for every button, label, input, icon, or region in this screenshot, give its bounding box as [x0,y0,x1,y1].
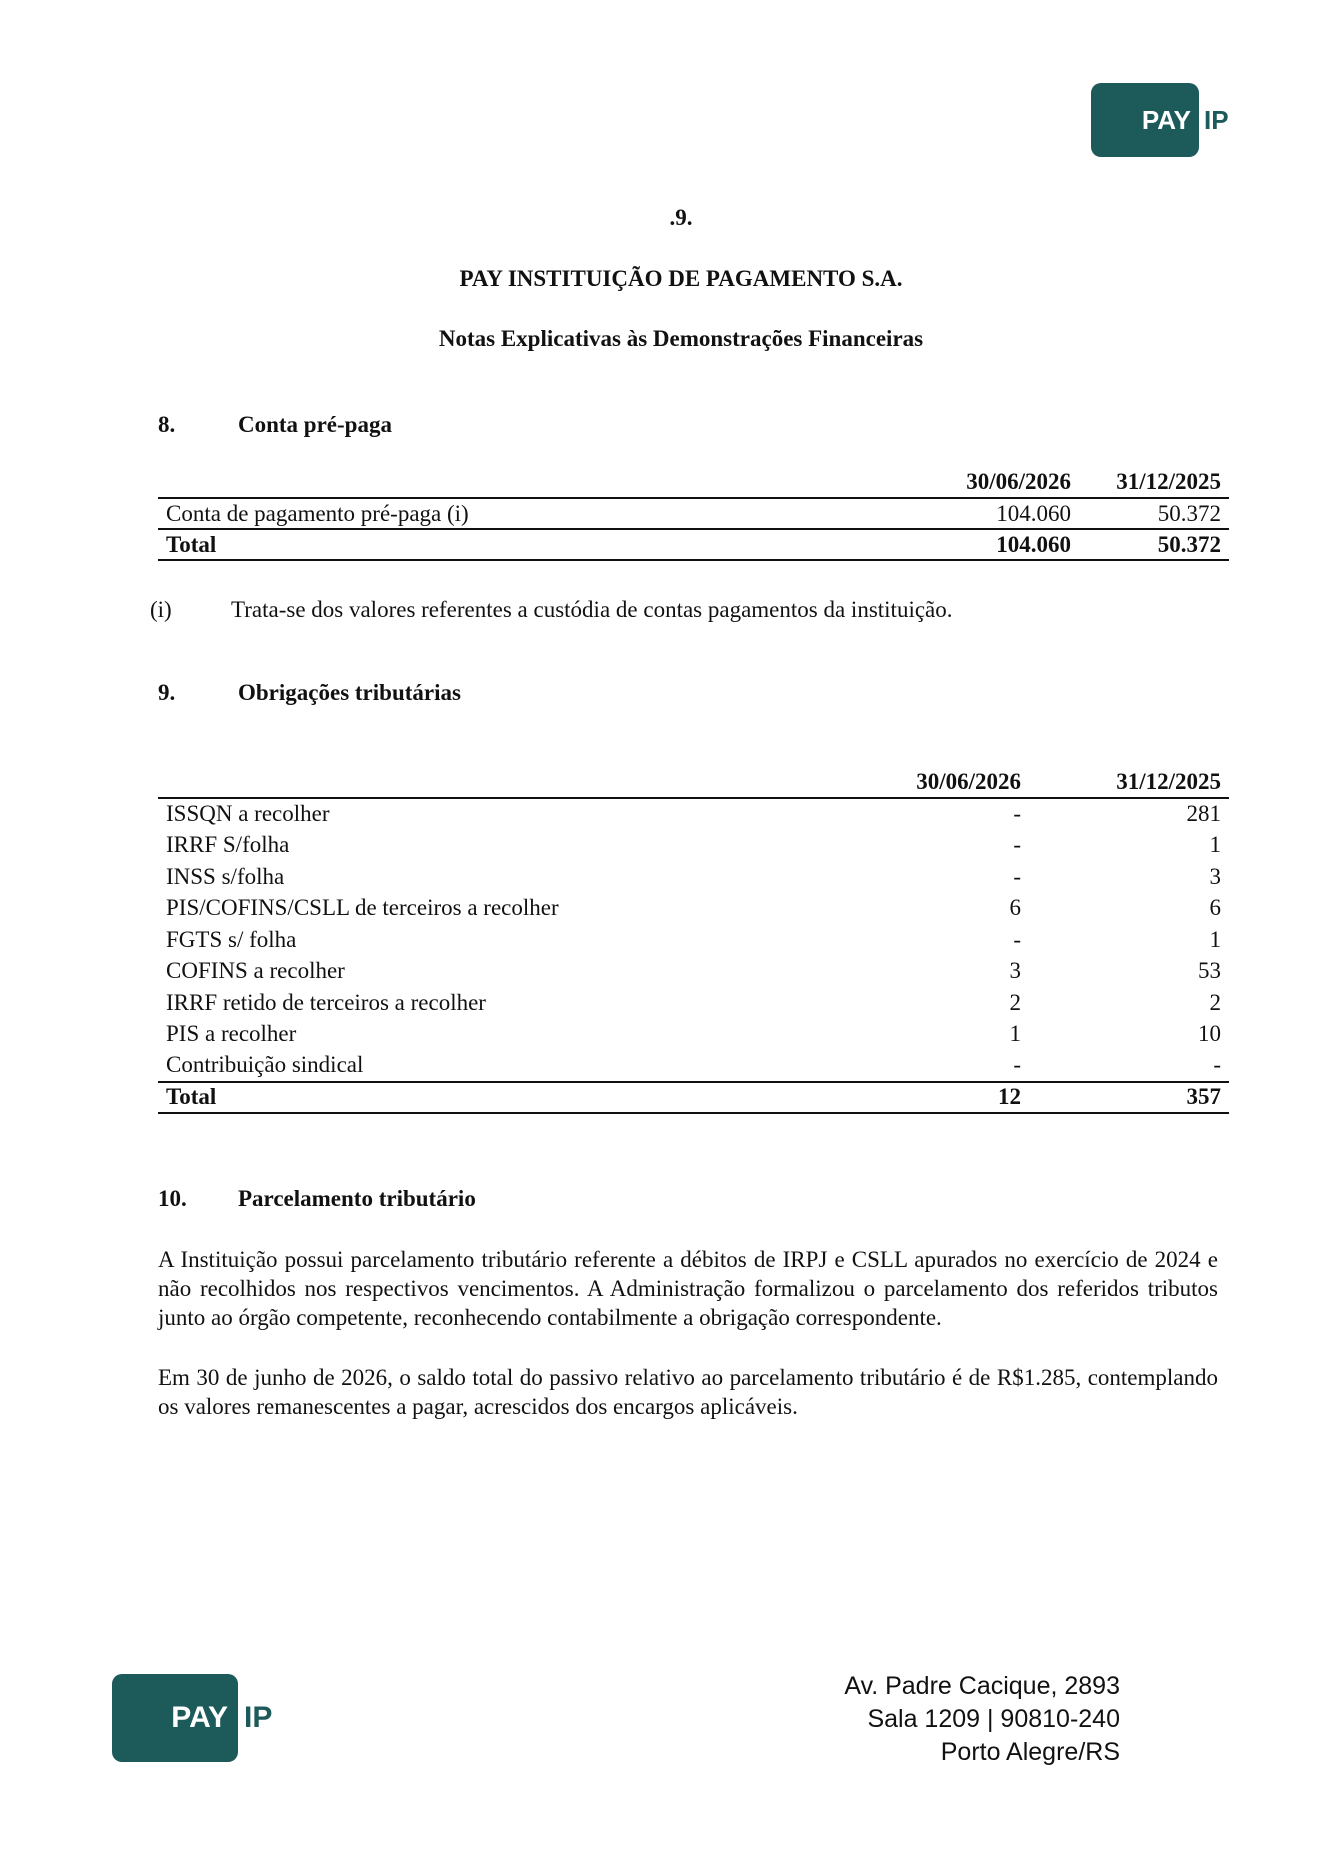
total-value-1: 104.060 [929,529,1079,560]
header-label [158,767,879,798]
footer-logo [112,1674,272,1762]
row-value-1: 2 [1009,989,1021,1015]
row-value-1: 1 [1009,1021,1021,1047]
row-value-2: 50.372 [1079,498,1229,529]
footnote-mark: (i) [150,597,172,622]
tax-obligations-table [158,767,1229,1114]
row-value-1: - [1013,801,1021,827]
table-header-row [158,767,1229,798]
table-total-row [158,529,1229,560]
section-title: Conta pré-paga [238,412,392,437]
row-value-1: 104.060 [929,498,1079,529]
section-number: 10. [158,1186,187,1211]
table-row [158,498,1229,529]
logo-box: PAY [1091,83,1199,157]
footnote-text: Trata-se dos valores referentes a custódia de contas pagamentos da instituição. [231,597,953,622]
row-label: COFINS a recolher [166,958,345,984]
row-label: PIS/COFINS/CSLL de terceiros a recolher [166,895,559,921]
table-row [158,830,1229,862]
paragraph: A Instituição possui parcelamento tributário referente a débitos de IRPJ e CSLL apurados no exercício de 2024 e não recolhidos nos respectivos vencimentos. A Administração formalizou o parcelamento dos referidos tributos junto ao órgão competente, reconhecendo contabilmente a obrigação correspondente. [158,1247,1218,1330]
row-value-1: 3 [1009,958,1021,984]
page-number: .9. [669,205,693,230]
footer-address [780,1670,1120,1769]
row-label: Conta de pagamento pré-paga (i) [158,498,929,529]
total-value-2: 357 [1029,1082,1229,1114]
row-label: Contribuição sindical [158,1050,879,1082]
total-value-1: 12 [879,1082,1029,1114]
table-row [158,924,1229,956]
row-value-2: 53 [1198,958,1221,984]
table-header-row [158,467,1229,498]
section-title: Obrigações tributárias [238,680,461,705]
address-line: Porto Alegre/RS [940,1738,1120,1766]
row-value-2: 6 [1209,895,1221,921]
table-row [158,1019,1229,1051]
footnote [150,597,953,623]
header-logo [1091,83,1229,157]
header-date-2: 31/12/2025 [1029,767,1229,798]
total-value-2: 50.372 [1079,529,1229,560]
table-row [158,1050,1229,1082]
row-label: INSS s/folha [166,863,285,889]
logo-suffix: IP [1204,104,1229,135]
row-label: FGTS s/ folha [166,926,297,952]
section-9-heading [158,680,461,706]
row-label: PIS a recolher [166,1021,297,1047]
row-value-1: - [879,1050,1029,1082]
address-line: Av. Padre Cacique, 2893 [844,1672,1120,1700]
row-value-1: 6 [1009,895,1021,921]
total-label: Total [158,529,929,560]
paragraph: Em 30 de junho de 2026, o saldo total do passivo relativo ao parcelamento tributário é de R$1.285, contemplando os valores remanescentes a pagar, acrescidos dos encargos aplicáveis. [158,1365,1218,1419]
section-number: 8. [158,412,176,437]
table-row [158,987,1229,1019]
company-name: PAY INSTITUIÇÃO DE PAGAMENTO S.A. [459,266,903,291]
row-label: IRRF S/folha [166,832,290,858]
logo-box: PAY [112,1674,238,1762]
section-10-heading [158,1186,476,1212]
row-value-2: 3 [1209,863,1221,889]
header-date-1: 30/06/2026 [929,467,1079,498]
header-date-1: 30/06/2026 [879,767,1029,798]
row-label: ISSQN a recolher [166,801,330,827]
table-total-row [158,1082,1229,1114]
prepaid-account-table [158,467,1229,561]
table-row [158,956,1229,988]
row-value-1: - [1013,926,1021,952]
section-8-heading [158,412,392,438]
document-subtitle: Notas Explicativas às Demonstrações Financeiras [438,326,924,351]
table-row [158,861,1229,893]
total-label: Total [158,1082,879,1114]
row-value-1: - [1013,863,1021,889]
header-label [158,467,929,498]
table-row [158,798,1229,830]
header-date-2: 31/12/2025 [1079,467,1229,498]
logo-suffix: IP [244,1701,273,1734]
row-value-2: 10 [1198,1021,1221,1047]
row-value-1: - [1013,832,1021,858]
address-line: Sala 1209 | 90810-240 [867,1705,1120,1733]
row-value-2: 1 [1209,832,1221,858]
row-value-2: 1 [1209,926,1221,952]
row-value-2: 281 [1186,801,1221,827]
section-title: Parcelamento tributário [238,1186,476,1211]
row-value-2: - [1029,1050,1229,1082]
section-number: 9. [158,680,176,705]
table-row [158,893,1229,925]
row-value-2: 2 [1209,989,1221,1015]
row-label: IRRF retido de terceiros a recolher [166,989,486,1015]
